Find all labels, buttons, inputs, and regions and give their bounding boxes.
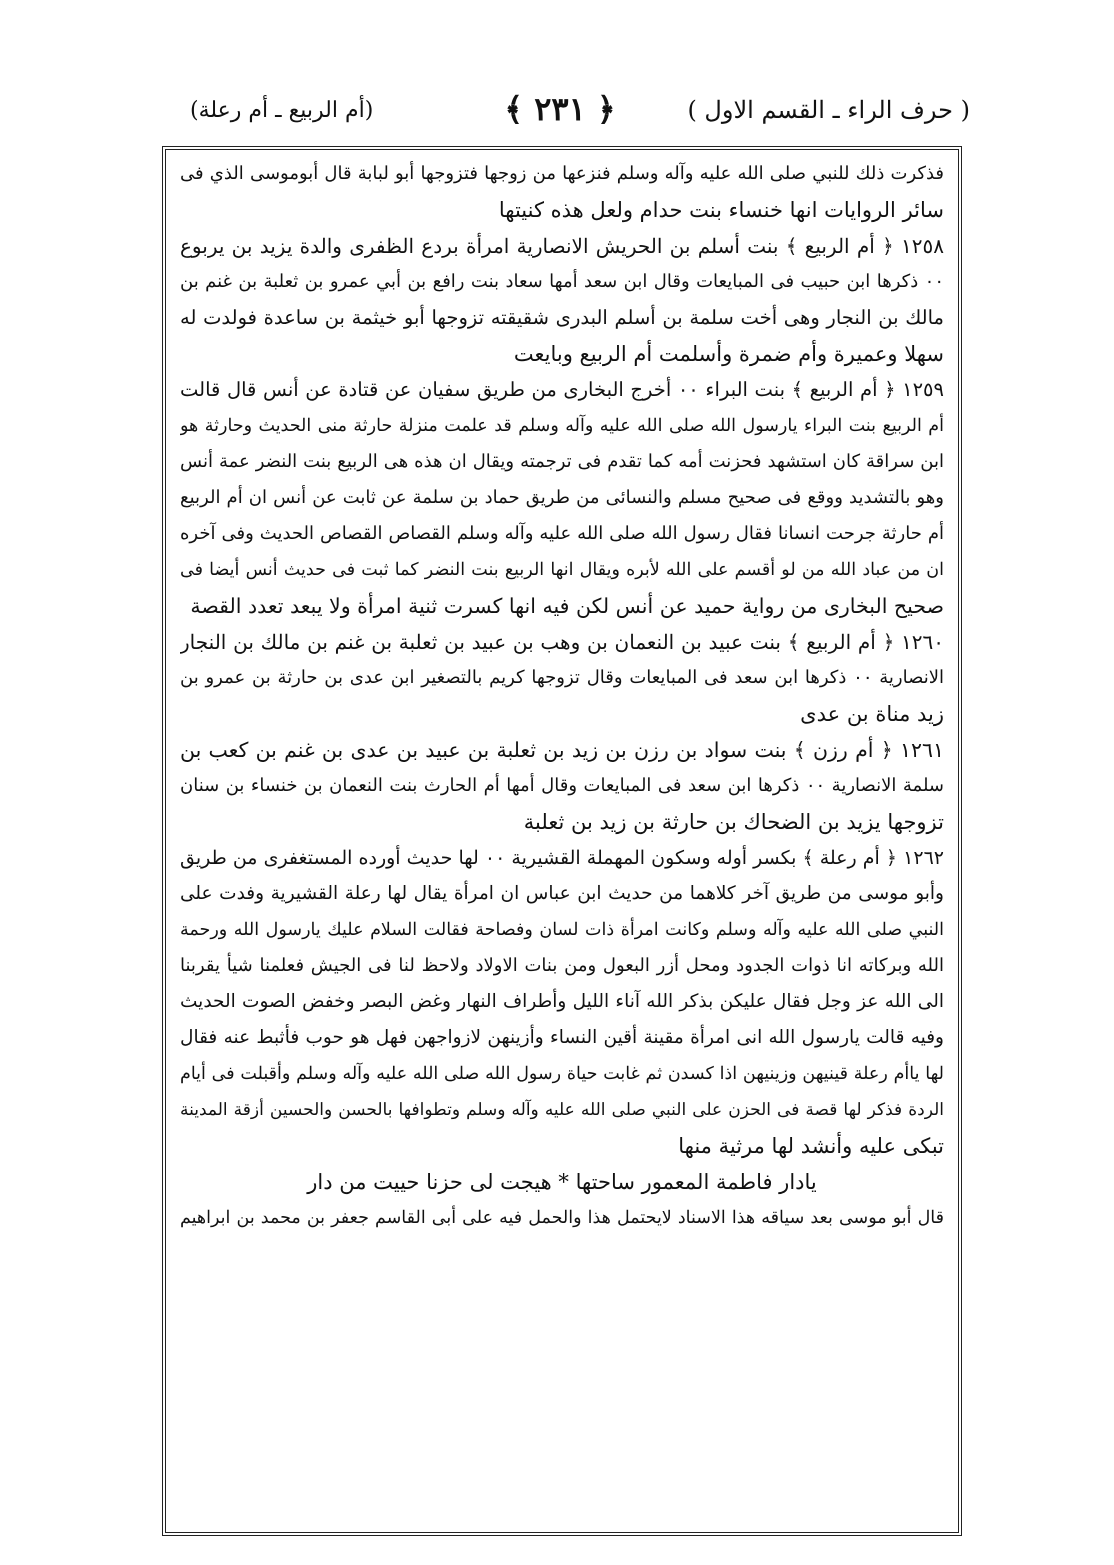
text-line: النبي صلى الله عليه وآله وسلم وكانت امرأة ذات لسان وفصاحة فقالت السلام عليك يارسول الله ورحمة <box>180 920 944 940</box>
text-line: سهلا وعميرة وأم ضمرة وأسلمت أم الربيع وبايعت <box>513 342 944 366</box>
text-line: ١٢٦٠ ﴿ أم الربيع ﴾ بنت عبيد بن النعمان بن وهب بن عبيد بن ثعلبة بن غنم بن مالك بن النجار <box>180 630 944 654</box>
text-line: وفيه قالت يارسول الله انى امرأة مقينة أقين النساء وأزينهن لازواجهن فهل هو حوب فأثبط عنه فقال <box>180 1027 944 1048</box>
page-header <box>150 88 970 138</box>
text-line: ١٢٥٨ ﴿ أم الربيع ﴾ بنت أسلم بن الحريش الانصارية امرأة بردع الظفرى والدة يزيد بن يربوع <box>180 234 944 258</box>
text-line: الله وبركاته انا ذوات الجدود ومحل أزر البعول ومن بنات الاولاد ولاحظ لنا فى الجيش فعلمنا شيأ يقربنا <box>180 955 944 976</box>
text-line: ١٢٥٩ ﴿ أم الربيع ﴾ بنت البراء ٠٠ أخرج البخارى من طريق سفيان عن قتادة عن أنس قال قالت <box>180 378 944 401</box>
page-number: ﴿ ٢٣١ ﴾ <box>504 90 616 128</box>
text-line: تزوجها يزيد بن الضحاك بن حارثة بن زيد بن ثعلبة <box>523 810 944 834</box>
text-line: قال أبو موسى بعد سياقه هذا الاسناد لايحتمل هذا والحمل فيه على أبى القاسم جعفر بن محمد بن ابراهيم <box>180 1208 944 1228</box>
body-text <box>180 156 944 1236</box>
text-line: أم حارثة جرحت انسانا فقال رسول الله صلى الله عليه وآله وسلم القصاص القصاص الحديث وفى آخره <box>180 523 944 544</box>
poem-verse: يادار فاطمة المعمور ساحتها * هيجت لى حزنا حييت من دار <box>307 1170 817 1194</box>
text-line: زيد مناة بن عدى <box>800 702 944 726</box>
text-line: ان من عباد الله من لو أقسم على الله لأبره ويقال انها الربيع بنت النضر كما ثبت فى حديث أنس أيضا فى <box>180 560 944 580</box>
text-line: صحيح البخارى من رواية حميد عن أنس لكن فيه انها كسرت ثنية امرأة ولا يبعد تعدد القصة <box>190 594 944 618</box>
text-line: تبكى عليه وأنشد لها مرثية منها <box>678 1134 944 1158</box>
text-line: سائر الروايات انها خنساء بنت حدام ولعل هذه كنيتها <box>498 198 944 222</box>
text-line: الى الله عز وجل فقال عليكن بذكر الله آناء الليل وأطراف النهار وغض البصر وخفض الصوت الحديث <box>180 991 944 1012</box>
text-line: الانصارية ٠٠ ذكرها ابن سعد فى المبايعات وقال تزوجها كريم بالتصغير ابن عدى بن حارثة بن عمرو بن <box>180 667 944 688</box>
text-line: لها ياأم رعلة قينيهن وزينيهن اذا كسدن ثم غابت حياة رسول الله صلى الله عليه وآله وسلم وأقبلت فى أيام <box>180 1064 944 1084</box>
text-line: فذكرت ذلك للنبي صلى الله عليه وآله وسلم فنزعها من زوجها فتزوجها أبو لبابة قال أبوموسى الذي فى <box>180 163 944 184</box>
text-line: ١٢٦١ ﴿ أم رزن ﴾ بنت سواد بن رزن بن زيد بن ثعلبة بن عبيد بن عدى بن غنم بن كعب بن <box>180 738 944 762</box>
text-line: ١٢٦٢ ﴿ أم رعلة ﴾ بكسر أوله وسكون المهملة القشيرية ٠٠ لها حديث أورده المستغفرى من طريق <box>180 847 944 869</box>
text-line: الردة فذكر لها قصة فى الحزن على النبي صلى الله عليه وآله وسلم وتطوافها بالحسن والحسين أزقة المدينة <box>180 1100 944 1120</box>
running-title: (أم الربيع ـ أم رعلة) <box>190 98 374 123</box>
text-frame <box>162 146 962 1536</box>
text-line: ابن سراقة كان استشهد فحزنت أمه كما تقدم فى ترجمته ويقال ان هذه هى الربيع بنت النضر عمة أنس <box>180 451 944 472</box>
text-line: مالك بن النجار وهى أخت سلمة بن أسلم البدرى شقيقته تزوجها أبو خيثمة بن ساعدة فولدت له <box>180 306 944 329</box>
text-line: أم الربيع بنت البراء يارسول الله صلى الله عليه وآله وسلم قد علمت منزلة حارثة منى الحديث وحارثة هو <box>180 416 944 436</box>
section-title: ( حرف الراء ـ القسم الاول ) <box>687 96 970 124</box>
text-line: سلمة الانصارية ٠٠ ذكرها ابن سعد فى المبايعات وقال أمها أم الحارث بنت النعمان بن خنساء بن سنان <box>180 775 944 796</box>
text-line: ٠٠ ذكرها ابن حبيب فى المبايعات وقال ابن سعد أمها سعاد بنت رافع بن أبي عمرو بن ثعلبة بن غنم بن <box>180 271 944 292</box>
text-line: وأبو موسى من طريق آخر كلاهما من حديث ابن عباس ان امرأة يقال لها رعلة القشيرية وفدت على <box>180 883 944 904</box>
text-line: وهو بالتشديد ووقع فى صحيح مسلم والنسائى من طريق حماد بن سلمة عن ثابت عن أنس ان أم الربيع <box>180 487 944 508</box>
